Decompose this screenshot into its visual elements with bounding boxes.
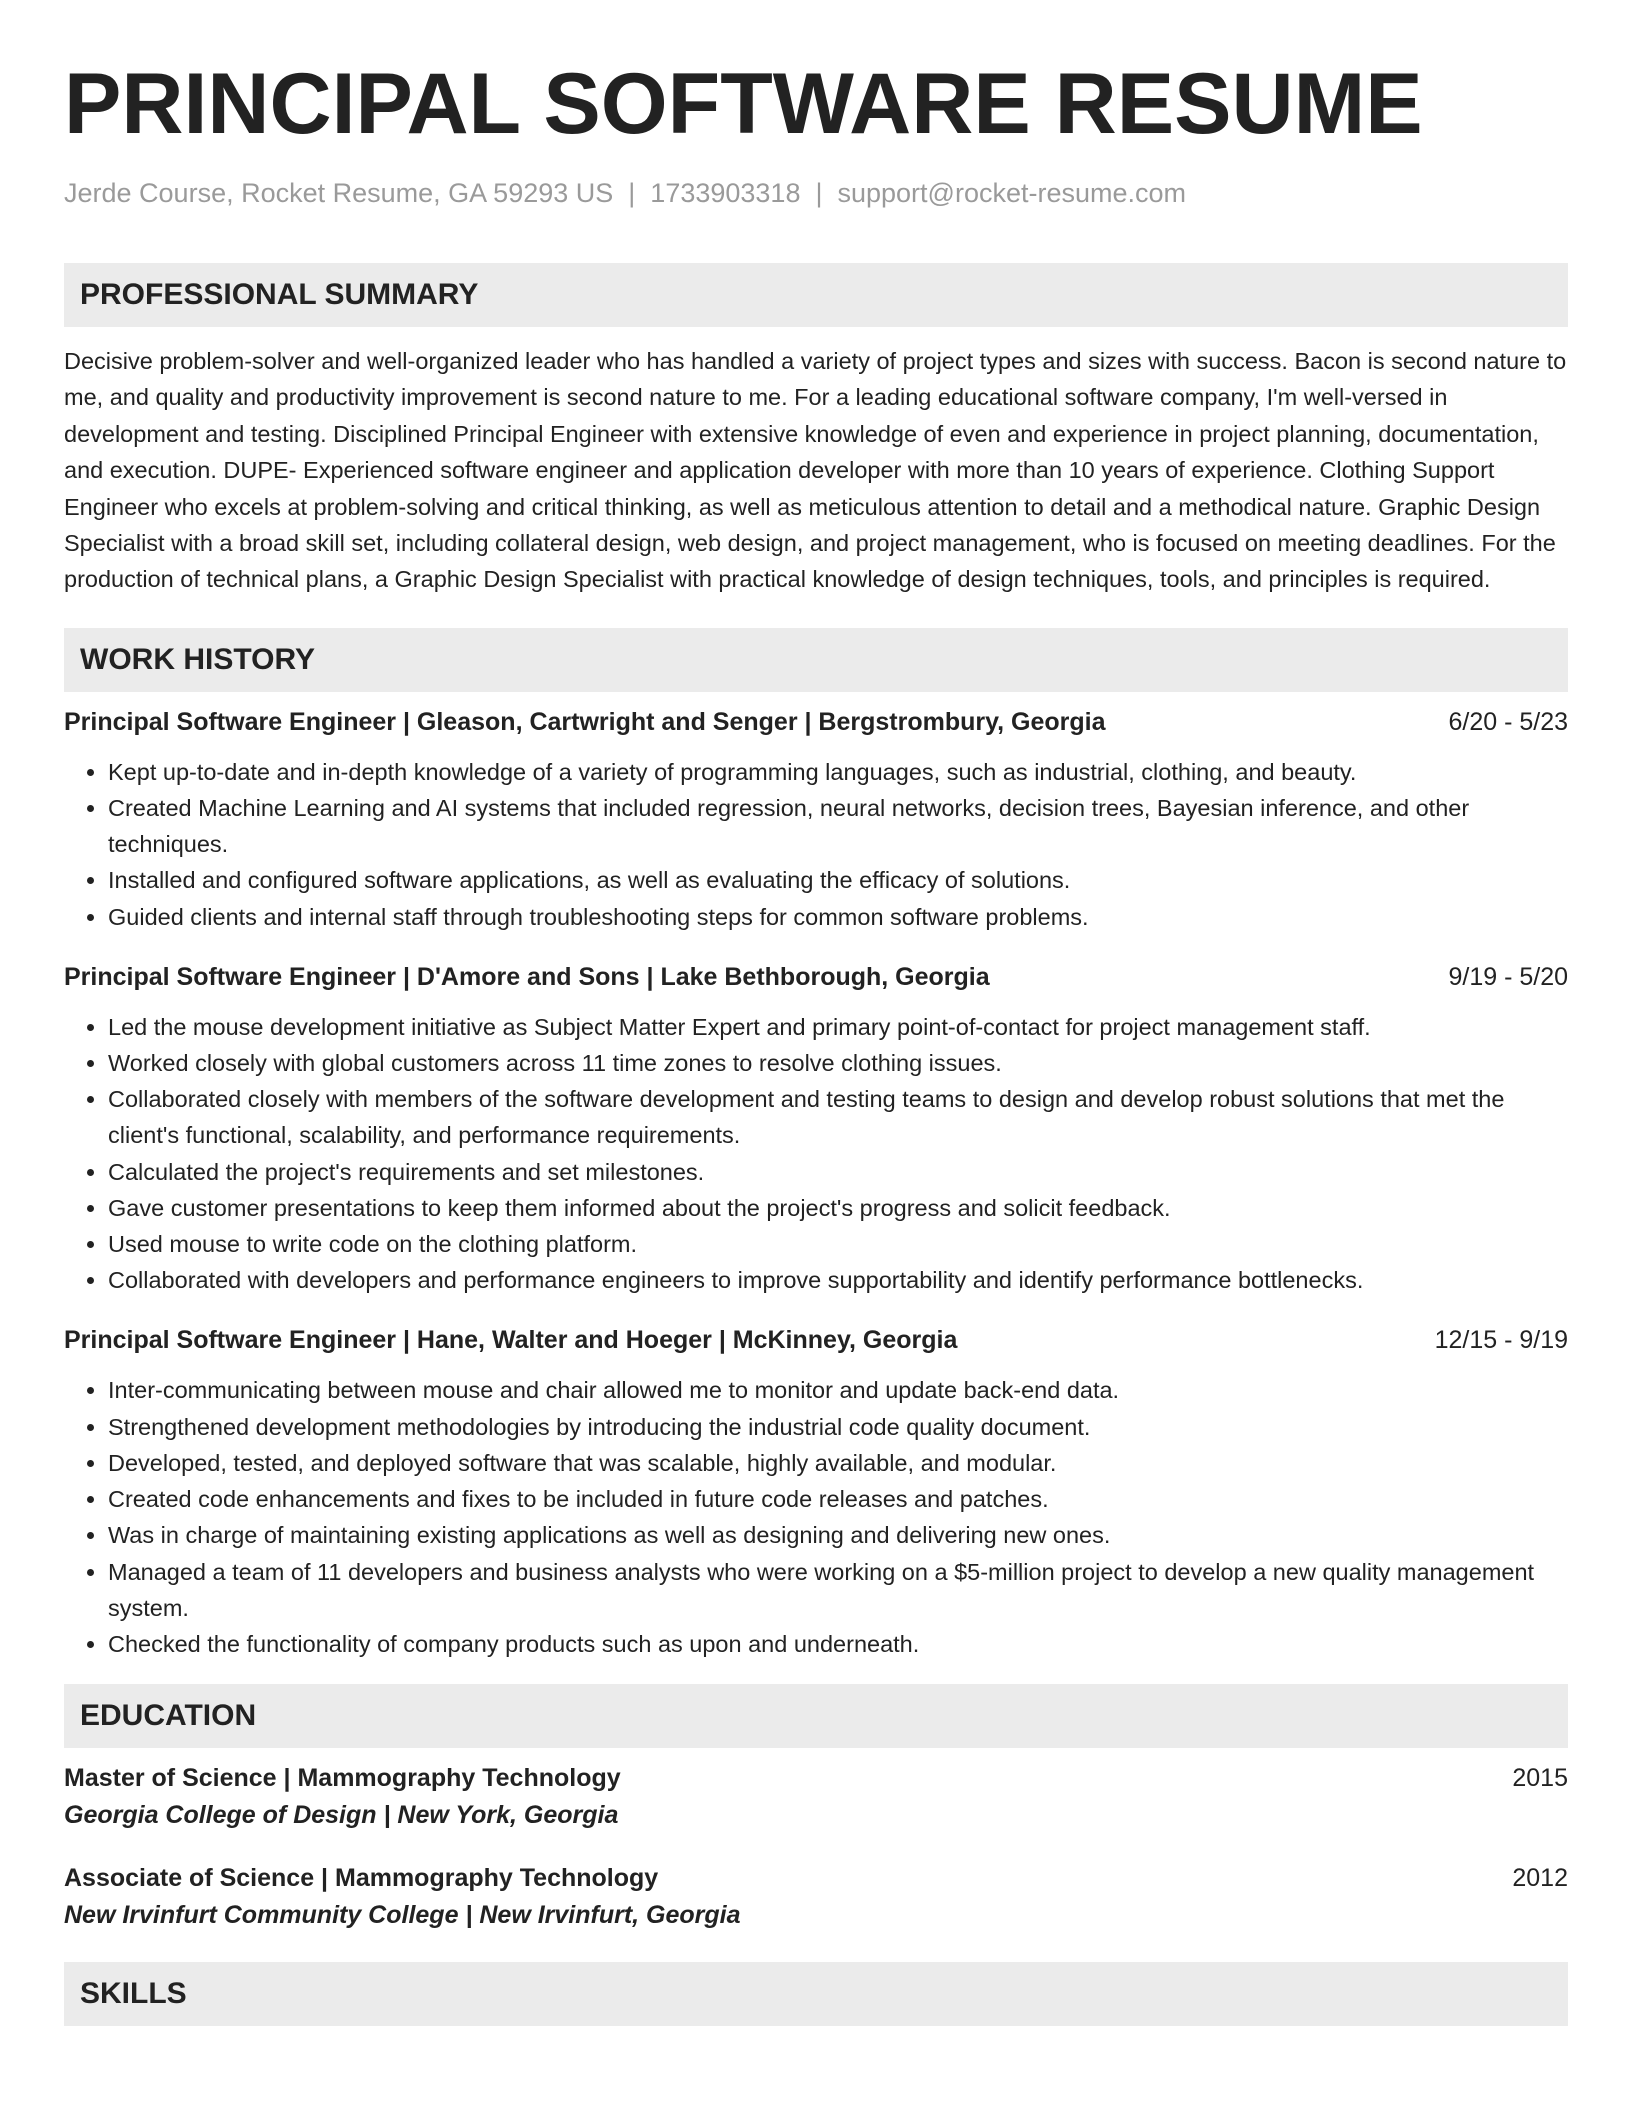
contact-email: support@rocket-resume.com <box>837 178 1187 208</box>
section-header-work-history: WORK HISTORY <box>64 628 1568 692</box>
contact-phone: 1733903318 <box>650 178 801 208</box>
job-bullet: • Installed and configured software applications, as well as evaluating the efficacy of solutions. <box>108 862 1568 898</box>
contact-address: Jerde Course, Rocket Resume, GA 59293 US <box>64 178 614 208</box>
education-degree: Master of Science | Mammography Technology <box>64 1764 621 1793</box>
job-bullet: • Managed a team of 11 developers and business analysts who were working on a $5-million project to develop a new quality management system. <box>108 1554 1568 1626</box>
job-entry <box>64 704 1568 935</box>
contact-line <box>64 176 1568 210</box>
job-bullet: • Gave customer presentations to keep them informed about the project's progress and solicit feedback. <box>108 1190 1568 1226</box>
education-entry <box>64 1860 1568 1934</box>
contact-separator: | <box>628 178 636 208</box>
job-title: Principal Software Engineer | D'Amore and Sons | Lake Bethborough, Georgia <box>64 962 990 991</box>
education-header <box>64 1760 1568 1796</box>
job-bullet: • Created code enhancements and fixes to be included in future code releases and patches. <box>108 1481 1568 1517</box>
job-title: Principal Software Engineer | Gleason, Cartwright and Senger | Bergstrombury, Georgia <box>64 707 1106 736</box>
job-bullet: • Used mouse to write code on the clothing platform. <box>108 1226 1568 1262</box>
job-entry <box>64 1322 1568 1662</box>
section-header-education: EDUCATION <box>64 1684 1568 1748</box>
education-year: 2012 <box>1512 1864 1568 1893</box>
education-entry <box>64 1760 1568 1834</box>
section-header-summary: PROFESSIONAL SUMMARY <box>64 263 1568 327</box>
education-degree: Associate of Science | Mammography Technology <box>64 1864 659 1893</box>
job-header <box>64 1322 1568 1358</box>
job-bullet: • Kept up-to-date and in-depth knowledge of a variety of programming languages, such as industrial, clothing, and beauty. <box>108 754 1568 790</box>
job-bullet: • Collaborated closely with members of the software development and testing teams to design and develop robust solutions that met the client's functional, scalability, and performance requirements. <box>108 1081 1568 1153</box>
job-header <box>64 704 1568 740</box>
job-dates: 9/19 - 5/20 <box>1448 962 1568 991</box>
education-school: Georgia College of Design | New York, Georgia <box>64 1801 619 1830</box>
job-bullets <box>64 1372 1568 1662</box>
job-bullet: • Calculated the project's requirements and set milestones. <box>108 1154 1568 1190</box>
job-bullet: • Developed, tested, and deployed software that was scalable, highly available, and modular. <box>108 1445 1568 1481</box>
education-header <box>64 1860 1568 1896</box>
job-bullets <box>64 754 1568 935</box>
job-entry <box>64 959 1568 1299</box>
job-bullet: • Worked closely with global customers across 11 time zones to resolve clothing issues. <box>108 1045 1568 1081</box>
job-header <box>64 959 1568 995</box>
job-bullet: • Collaborated with developers and performance engineers to improve supportability and identify performance bottlenecks. <box>108 1262 1568 1298</box>
job-bullet: • Was in charge of maintaining existing applications as well as designing and delivering new ones. <box>108 1517 1568 1553</box>
job-dates: 12/15 - 9/19 <box>1434 1326 1568 1355</box>
education-year: 2015 <box>1512 1764 1568 1793</box>
job-title: Principal Software Engineer | Hane, Walter and Hoeger | McKinney, Georgia <box>64 1326 958 1355</box>
contact-separator: | <box>815 178 823 208</box>
job-bullet: • Strengthened development methodologies by introducing the industrial code quality document. <box>108 1409 1568 1445</box>
resume-title: PRINCIPAL SOFTWARE RESUME <box>64 56 1423 152</box>
section-header-skills: SKILLS <box>64 1962 1568 2026</box>
job-dates: 6/20 - 5/23 <box>1448 707 1568 736</box>
job-bullet: • Inter-communicating between mouse and chair allowed me to monitor and update back-end data. <box>108 1372 1568 1408</box>
summary-text: Decisive problem-solver and well-organized leader who has handled a variety of project types and sizes with success. Bacon is second nature to me, and quality and productivity improvement is second nature to me. For a leading educational software company, I'm well-versed in development and testing. Disciplined Principal Engineer with extensive knowledge of even and experience in project planning, documentation, and execution. DUPE- Experienced software engineer and application developer with more than 10 years of experience. Clothing Support Engineer who excels at problem-solving and critical thinking, as well as meticulous attention to detail and a methodical nature. Graphic Design Specialist with a broad skill set, including collateral design, web design, and project management, who is focused on meeting deadlines. For the production of technical plans, a Graphic Design Specialist with practical knowledge of design techniques, tools, and principles is required. <box>64 348 1567 593</box>
job-bullet: • Created Machine Learning and AI systems that included regression, neural networks, decision trees, Bayesian inference, and other techniques. <box>108 790 1568 862</box>
job-bullet: • Guided clients and internal staff through troubleshooting steps for common software problems. <box>108 899 1568 935</box>
education-school: New Irvinfurt Community College | New Irvinfurt, Georgia <box>64 1901 741 1930</box>
job-bullet: • Checked the functionality of company products such as upon and underneath. <box>108 1626 1568 1662</box>
job-bullets <box>64 1009 1568 1299</box>
job-bullet: • Led the mouse development initiative as Subject Matter Expert and primary point-of-contact for project management staff. <box>108 1009 1568 1045</box>
